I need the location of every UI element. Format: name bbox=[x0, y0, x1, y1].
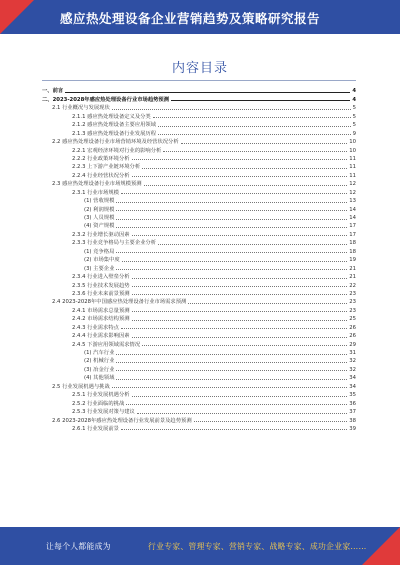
toc-entry-title: 一、前言 bbox=[42, 88, 64, 95]
toc-entry[interactable] bbox=[42, 145, 356, 153]
toc-entry[interactable] bbox=[42, 381, 356, 389]
footer-accent-wedge bbox=[362, 527, 400, 565]
toc-leader-dots bbox=[121, 429, 347, 430]
toc-entry-title: 二、2023-2028年感应热处理设备行业市场趋势预测 bbox=[42, 96, 170, 103]
toc-entry-page: 18 bbox=[349, 240, 356, 247]
toc-leader-dots bbox=[132, 176, 348, 177]
toc-entry-page: 25 bbox=[349, 316, 356, 323]
toc-leader-dots bbox=[121, 193, 347, 194]
toc-entry[interactable] bbox=[42, 162, 356, 170]
toc-entry-page: 38 bbox=[349, 417, 356, 424]
toc-entry-title: (1) 竞争格局 bbox=[84, 248, 115, 255]
toc-leader-dots bbox=[116, 269, 347, 270]
toc-leader-dots bbox=[116, 354, 347, 355]
toc-entry[interactable] bbox=[42, 373, 356, 381]
toc-entry[interactable] bbox=[42, 364, 356, 372]
toc-entry[interactable] bbox=[42, 289, 356, 297]
toc-entry-page: 34 bbox=[349, 375, 356, 382]
toc-entry-page: 10 bbox=[349, 147, 356, 154]
toc-leader-dots bbox=[137, 413, 347, 414]
toc-entry-title: 2.4.3 行业需求特点 bbox=[72, 324, 119, 331]
toc-leader-dots bbox=[158, 134, 351, 135]
toc-entry-title: 2.3 感应热处理设备行业市场规模预测 bbox=[52, 181, 142, 188]
toc-entry-page: 10 bbox=[349, 139, 356, 146]
toc-entry-title: (1) 营收规模 bbox=[84, 198, 115, 205]
footer-slogan: 让每个人都能成为 bbox=[46, 542, 111, 551]
toc-entry-title: 2.5.3 行业发展对策与建议 bbox=[72, 409, 135, 416]
toc-entry[interactable] bbox=[42, 255, 356, 263]
toc-entry-title: 2.5 行业发展机遇与挑战 bbox=[52, 383, 110, 390]
toc-entry-title: 2.3.2 行业增长驱动因素 bbox=[72, 231, 130, 238]
toc-leader-dots bbox=[112, 387, 347, 388]
toc-entry[interactable] bbox=[42, 280, 356, 288]
toc-leader-dots bbox=[65, 92, 350, 93]
toc-entry-page: 35 bbox=[349, 392, 356, 399]
toc-entry-title: 2.6.1 行业发展前景 bbox=[72, 425, 119, 432]
toc-entry-title: 2.3.3 行业竞争格局与主要企业分析 bbox=[72, 240, 157, 247]
toc-leader-dots bbox=[116, 219, 347, 220]
toc-entry-page: 5 bbox=[352, 113, 356, 120]
toc-entry-page: 29 bbox=[349, 341, 356, 348]
toc-entry-page: 5 bbox=[352, 122, 356, 129]
toc-leader-dots bbox=[116, 252, 347, 253]
toc-leader-dots bbox=[142, 345, 347, 346]
toc-entry-title: (2) 利润规模 bbox=[84, 206, 115, 213]
toc-entry[interactable] bbox=[42, 86, 356, 94]
toc-entry-page: 11 bbox=[349, 164, 356, 171]
toc-leader-dots bbox=[116, 379, 347, 380]
toc-entry[interactable] bbox=[42, 154, 356, 162]
toc-heading: 内容目录 bbox=[171, 61, 228, 76]
toc-entry-title: 2.3.4 行业进入壁垒分析 bbox=[72, 274, 130, 281]
toc-entry-page: 12 bbox=[349, 181, 356, 188]
toc-leader-dots bbox=[132, 337, 348, 338]
toc-entry-page: 17 bbox=[349, 231, 356, 238]
report-title: 感应热处理设备企业营销趋势及策略研究报告 bbox=[60, 11, 321, 26]
toc-entry-title: (2) 市场集中度 bbox=[84, 257, 120, 264]
toc-entry-title: 2.2.3 上下游产业链环境分析 bbox=[72, 164, 141, 171]
toc-leader-dots bbox=[121, 328, 347, 329]
toc-leader-dots bbox=[142, 168, 347, 169]
toc-entry-page: 11 bbox=[349, 172, 356, 179]
toc-entry[interactable] bbox=[42, 187, 356, 195]
toc-leader-dots bbox=[181, 143, 348, 144]
toc-entry-title: (2) 机械行业 bbox=[84, 358, 115, 365]
toc-entry-page: 31 bbox=[349, 350, 356, 356]
toc-entry-title: 2.5.2 行业面临的挑战 bbox=[72, 400, 125, 407]
toc-entry[interactable] bbox=[42, 356, 356, 364]
toc-entry-title: 2.2.2 行业政策环境分析 bbox=[72, 155, 130, 162]
toc-leader-dots bbox=[116, 210, 347, 211]
toc-entry[interactable] bbox=[42, 305, 356, 313]
toc-entry-title: 2.4.2 市场需求结构预测 bbox=[72, 316, 130, 323]
toc-entry-page: 22 bbox=[349, 282, 356, 289]
toc-entry-page: 36 bbox=[349, 400, 356, 407]
toc-leader-dots bbox=[153, 117, 351, 118]
toc-leader-dots bbox=[132, 159, 348, 160]
footer-tags: 行业专家、管理专家、营销专家、战略专家、成功企业家…… bbox=[148, 542, 367, 551]
toc-entry-page: 23 bbox=[349, 307, 356, 314]
toc-entry-page: 26 bbox=[349, 324, 356, 331]
toc-entry-title: (3) 人员规模 bbox=[84, 215, 115, 221]
toc-divider bbox=[42, 80, 356, 81]
toc-entry-page: 37 bbox=[349, 409, 356, 416]
toc-entry-page: 11 bbox=[349, 155, 356, 162]
toc-leader-dots bbox=[132, 278, 348, 279]
toc-leader-dots bbox=[158, 244, 347, 245]
toc-entry[interactable] bbox=[42, 339, 356, 347]
toc-entry-title: 2.5.1 行业发展机遇分析 bbox=[72, 392, 130, 399]
header-accent-wedge bbox=[0, 0, 34, 34]
toc-entry-title: (1) 汽车行业 bbox=[84, 350, 115, 356]
toc-entry-title: 2.4.4 行业需求影响因素 bbox=[72, 333, 130, 340]
toc-leader-dots bbox=[116, 362, 347, 363]
toc-leader-dots bbox=[144, 185, 348, 186]
toc-entry-title: 2.2 感应热处理设备行业市场营销环境及经营状况分析 bbox=[52, 139, 179, 146]
toc-leader-dots bbox=[126, 404, 347, 405]
toc-entry-page: 39 bbox=[349, 425, 356, 432]
toc-entry-title: 2.4 2023-2028年中国感应热处理设备行业市场需求预测 bbox=[52, 299, 187, 306]
toc-leader-dots bbox=[132, 396, 348, 397]
toc-entry[interactable] bbox=[42, 213, 356, 221]
toc-entry[interactable] bbox=[42, 204, 356, 212]
toc-entry-title: 2.4.1 市场需求总量预测 bbox=[72, 307, 130, 314]
toc-entry-page: 14 bbox=[349, 206, 356, 213]
toc-entry-page: 18 bbox=[349, 248, 356, 255]
toc-entry-title: 2.3.1 行业市场规模 bbox=[72, 189, 119, 196]
toc-entry-page: 32 bbox=[349, 366, 356, 373]
toc-entry[interactable] bbox=[42, 398, 356, 406]
toc-entry[interactable] bbox=[42, 390, 356, 398]
toc-entry[interactable] bbox=[42, 137, 356, 145]
toc-leader-dots bbox=[112, 109, 351, 110]
toc-entry[interactable] bbox=[42, 407, 356, 415]
toc-entry[interactable] bbox=[42, 415, 356, 423]
toc-entry[interactable] bbox=[42, 424, 356, 432]
toc-entry-page: 12 bbox=[349, 189, 356, 196]
toc-leader-dots bbox=[163, 151, 347, 152]
toc-entry[interactable] bbox=[42, 297, 356, 305]
toc-leader-dots bbox=[122, 261, 348, 262]
toc-entry[interactable] bbox=[42, 348, 356, 356]
toc-entry-page: 13 bbox=[349, 198, 356, 205]
toc-leader-dots bbox=[132, 320, 348, 321]
toc-entry[interactable] bbox=[42, 170, 356, 178]
toc-entry-title: 2.4.5 下游应用领域需求情况 bbox=[72, 341, 141, 348]
toc-entry-title: 2.2.4 行业经营状况分析 bbox=[72, 172, 130, 179]
toc-entry-page: 19 bbox=[349, 257, 356, 264]
toc-entry-title: 2.3.5 行业技术发展趋势 bbox=[72, 282, 130, 289]
toc-entry[interactable] bbox=[42, 229, 356, 237]
toc-entry[interactable] bbox=[42, 314, 356, 322]
toc-entry-page: 26 bbox=[349, 333, 356, 340]
toc-leader-dots bbox=[188, 303, 347, 304]
toc-entry-page: 5 bbox=[352, 105, 356, 112]
toc-leader-dots bbox=[132, 235, 348, 236]
toc-entry[interactable] bbox=[42, 94, 356, 102]
toc-entry-title: (4) 资产规模 bbox=[84, 223, 115, 230]
toc-entry-title: (3) 冶金行业 bbox=[84, 366, 115, 373]
toc-entry-title: (4) 其他领域 bbox=[84, 375, 115, 382]
toc-leader-dots bbox=[116, 202, 347, 203]
toc-entry-title: 2.1.2 感应热处理设备主要应用领域 bbox=[72, 122, 157, 129]
toc-entry[interactable] bbox=[42, 331, 356, 339]
toc-entry-page: 32 bbox=[349, 358, 356, 365]
toc-entry[interactable] bbox=[42, 128, 356, 136]
toc-entry[interactable] bbox=[42, 246, 356, 254]
toc-entry-page: 9 bbox=[352, 130, 356, 137]
toc-entry-title: 2.1.3 感应热处理设备行业发展历程 bbox=[72, 130, 157, 137]
toc-entry-page: 23 bbox=[349, 290, 356, 297]
page-header bbox=[0, 0, 400, 34]
toc-entry[interactable] bbox=[42, 103, 356, 111]
toc-entry[interactable] bbox=[42, 221, 356, 229]
toc-entry-title: 2.3.6 行业未来前景预测 bbox=[72, 290, 130, 297]
toc-leader-dots bbox=[116, 227, 347, 228]
toc-entry[interactable] bbox=[42, 238, 356, 246]
toc-leader-dots bbox=[132, 286, 348, 287]
toc-entry[interactable] bbox=[42, 272, 356, 280]
toc-entry[interactable] bbox=[42, 196, 356, 204]
toc-entry-page: 21 bbox=[349, 274, 356, 281]
toc-entry[interactable] bbox=[42, 322, 356, 330]
toc-entry-title: (3) 主要企业 bbox=[84, 265, 115, 272]
toc-entry[interactable] bbox=[42, 120, 356, 128]
table-of-contents bbox=[42, 86, 356, 432]
toc-leader-dots bbox=[132, 311, 348, 312]
toc-leader-dots bbox=[194, 421, 348, 422]
toc-entry-title: 2.1 行业概况与发展现状 bbox=[52, 105, 110, 112]
toc-entry-page: 21 bbox=[349, 265, 356, 272]
toc-leader-dots bbox=[132, 294, 348, 295]
toc-entry-page: 4 bbox=[352, 96, 356, 103]
toc-leader-dots bbox=[171, 100, 350, 101]
toc-entry-page: 17 bbox=[349, 223, 356, 230]
toc-entry-page: 4 bbox=[352, 88, 356, 95]
toc-entry-page: 34 bbox=[349, 383, 356, 390]
toc-entry-title: 2.6 2023-2028年感应热处理设备行业发展前景及趋势预测 bbox=[52, 417, 192, 424]
toc-entry[interactable] bbox=[42, 263, 356, 271]
toc-leader-dots bbox=[158, 126, 351, 127]
toc-entry-title: 2.1.1 感应热处理设备定义及分类 bbox=[72, 113, 151, 120]
page-footer bbox=[0, 527, 400, 565]
toc-entry[interactable] bbox=[42, 111, 356, 119]
toc-entry-page: 23 bbox=[349, 299, 356, 306]
toc-entry-page: 14 bbox=[349, 215, 356, 221]
toc-leader-dots bbox=[116, 370, 347, 371]
toc-entry[interactable] bbox=[42, 179, 356, 187]
toc-entry-title: 2.2.1 宏观经济环境对行业的影响分析 bbox=[72, 147, 162, 154]
